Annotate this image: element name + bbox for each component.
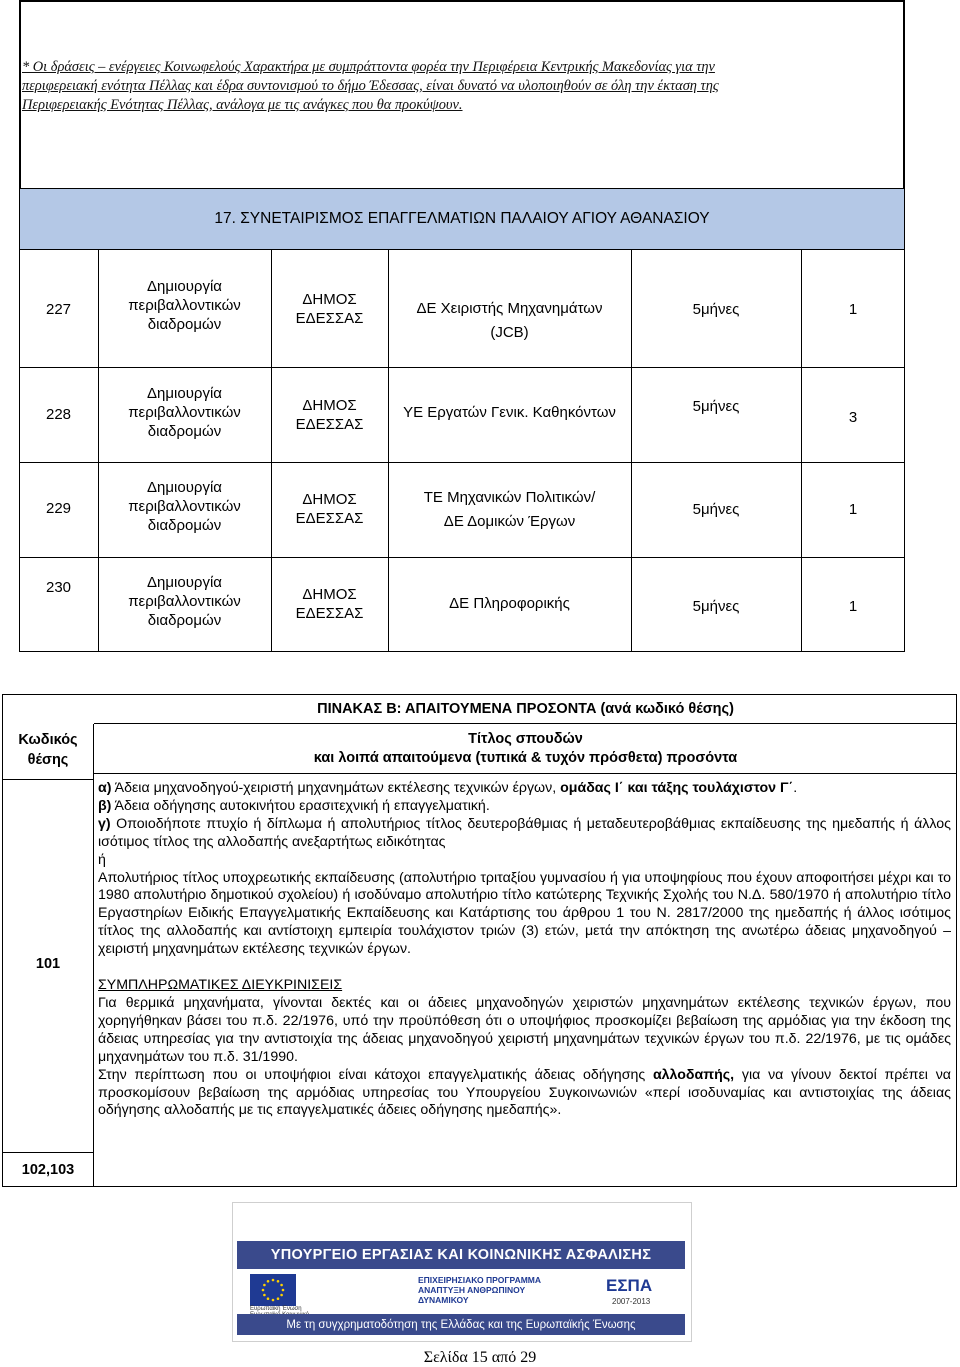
- programme-line: ΑΝΑΠΤΥΞΗ ΑΝΘΡΩΠΙΝΟΥ ΔΥΝΑΜΙΚΟΥ: [418, 1285, 526, 1305]
- place-line: ΕΔΕΣΣΑΣ: [295, 510, 364, 527]
- programme-label: [418, 1275, 568, 1305]
- specialty-line: ΔΕ Πληροφορικής: [449, 595, 570, 612]
- duration-cell: 5μήνες: [692, 398, 740, 415]
- subheader-line: Τίτλος σπουδών: [468, 731, 583, 747]
- duration-cell: 5μήνες: [692, 301, 740, 318]
- action-cell: [98, 573, 271, 630]
- place-line: ΔΗΜΟΣ: [302, 491, 357, 508]
- specialty-cell: [388, 486, 631, 534]
- row-divider: [19, 462, 905, 463]
- alpha-bold: ομάδας Ι΄ και τάξης τουλάχιστον Γ΄: [560, 780, 794, 796]
- espa-label: ΕΣΠΑ: [606, 1276, 653, 1295]
- specialty-line: (JCB): [490, 324, 529, 341]
- page-number: Σελίδα 15 από 29: [423, 1349, 537, 1366]
- place-line: ΔΗΜΟΣ: [302, 586, 357, 603]
- or-line: ή: [98, 851, 106, 868]
- supplementary-para-2: [98, 1067, 951, 1121]
- supp2-text-a: Στην περίπτωση που οι υποψήφιοι είναι κάτοχοι επαγγελματικής άδειας οδήγησης: [98, 1066, 653, 1083]
- supplementary-title: ΣΥΜΠΛΗΡΩΜΑΤΙΚΕΣ ΔΙΕΥΚΡΙΝΙΣΕΙΣ: [98, 977, 343, 994]
- note-line-1: * Οι δράσεις – ενέργειες Κοινωφελούς Χαρακτήρα με συμπράττοντα φορέα την Περιφέρεια Κεντρικής Μακεδονίας για την: [22, 59, 715, 75]
- alpha-label: α): [98, 780, 112, 796]
- duration-cell: 5μήνες: [692, 598, 740, 615]
- action-cell: [98, 478, 271, 535]
- place-cell: [271, 490, 388, 528]
- code-header-line: θέσης: [27, 752, 69, 768]
- code-cell: 229: [45, 500, 72, 517]
- action-line: περιβαλλοντικών: [128, 297, 241, 314]
- action-line: Δημιουργία: [147, 479, 222, 496]
- place-line: ΕΔΕΣΣΑΣ: [295, 310, 364, 327]
- qualification-alpha: [98, 780, 951, 798]
- specialty-line: ΤΕ Μηχανικών Πολιτικών/: [423, 489, 596, 506]
- cofunding-banner: Με τη συγχρηματοδότηση της Ελλάδας και της Ευρωπαϊκής Ένωσης: [237, 1314, 685, 1335]
- action-line: διαδρομών: [147, 423, 222, 440]
- place-line: ΕΔΕΣΣΑΣ: [295, 605, 364, 622]
- action-line: περιβαλλοντικών: [128, 404, 241, 421]
- place-line: ΔΗΜΟΣ: [302, 291, 357, 308]
- qualification-gamma: [98, 816, 951, 852]
- action-line: Δημιουργία: [147, 278, 222, 295]
- supplementary-para-1: Για θερμικά μηχανήματα, γίνονται δεκτές και οι άδειες μηχανοδηγών χειριστών μηχανημάτων εκτέλεσης τεχνικών έργων, που χορηγήθηκαν βάσει του π.δ. 22/1976, υπό την προϋπόθεση ότι ο υποψήφιος προσκομίζει βεβαίωση της αρμόδιας για την έκδοση της άδειας υπηρεσίας για την αντιστοιχία της άδειας μηχανοδηγού χειριστή μηχανημάτων τεχνικών έργων του π.δ. 22/1976, με τις ομάδες μηχανημάτων του π.δ. 31/1990.: [98, 994, 951, 1065]
- qualification-beta: [98, 798, 951, 816]
- section17-title: 17. ΣΥΝΕΤΑΙΡΙΣΜΟΣ ΕΠΑΓΓΕΛΜΑΤΙΩΝ ΠΑΛΑΙΟΥ ΑΓΙΟΥ ΑΘΑΝΑΣΙΟΥ: [19, 188, 905, 250]
- row-divider: [2, 779, 94, 780]
- subheader-line: και λοιπά απαιτούμενα (τυπικά & τυχόν πρόσθετα) προσόντα: [313, 750, 738, 766]
- code-102-103: 102,103: [21, 1162, 75, 1178]
- action-cell: [98, 384, 271, 441]
- alpha-text: Άδεια μηχανοδηγού-χειριστή μηχανημάτων εκτέλεσης τεχνικών έργων,: [111, 780, 561, 796]
- row-divider: [2, 1152, 94, 1153]
- action-line: διαδρομών: [147, 612, 222, 629]
- action-line: περιβαλλοντικών: [128, 593, 241, 610]
- specialty-line: ΔΕ Χειριστής Μηχανημάτων: [416, 300, 603, 317]
- code-header: [2, 724, 94, 770]
- note-text: [22, 58, 902, 115]
- place-line: ΔΗΜΟΣ: [302, 397, 357, 414]
- count-cell: 1: [848, 598, 858, 615]
- place-cell: [271, 396, 388, 434]
- espa-years: 2007-2013: [612, 1297, 651, 1306]
- count-cell: 1: [848, 501, 858, 518]
- action-cell: [98, 277, 271, 334]
- specialty-cell: [388, 594, 631, 613]
- eu-caption: Ευρωπαϊκή Ένωση: [250, 1306, 302, 1312]
- action-line: περιβαλλοντικών: [128, 498, 241, 515]
- row-divider: [19, 557, 905, 558]
- beta-label: β): [98, 797, 112, 814]
- programme-line: ΕΠΙΧΕΙΡΗΣΙΑΚΟ ΠΡΟΓΡΑΜΜΑ: [418, 1275, 542, 1285]
- supp2-bold: αλλοδαπής,: [652, 1066, 735, 1083]
- specialty-cell: [388, 403, 631, 422]
- note-line-2: περιφερειακή ενότητα Πέλλας και έδρα συντονισμού το δήμο Έδεσσας, είναι δυνατό να υλοποιηθούν σε όλη την έκταση της: [22, 78, 719, 94]
- supp2-text-c: για να γίνουν δεκτοί πρέπει να προσκομίσουν βεβαίωση της αρμόδιας υπηρεσίας του Υπουργείου Συγκοινωνιών «περί ισοδυναμίας και αντιστοιχίας της άδειας οδήγησης αλλοδαπής με τις επαγγελματικές άδειες οδήγησης ημεδαπής».: [98, 1066, 951, 1119]
- specialty-line: ΔΕ Δομικών Έργων: [443, 513, 576, 530]
- qualifications-text: [98, 780, 951, 1120]
- note-line-3: Περιφερειακής Ενότητας Πέλλας, ανάλογα με τις ανάγκες που θα προκύψουν.: [22, 97, 463, 113]
- action-line: διαδρομών: [147, 517, 222, 534]
- gamma-label: γ): [98, 815, 111, 832]
- code-header-line: Κωδικός: [18, 732, 78, 748]
- eu-flag-icon: [250, 1274, 296, 1306]
- place-cell: [271, 290, 388, 328]
- place-line: ΕΔΕΣΣΑΣ: [295, 416, 364, 433]
- action-line: Δημιουργία: [147, 574, 222, 591]
- table-b-subheader: [94, 724, 957, 774]
- action-line: διαδρομών: [147, 316, 222, 333]
- action-line: Δημιουργία: [147, 385, 222, 402]
- count-cell: 3: [848, 409, 858, 426]
- duration-cell: 5μήνες: [692, 501, 740, 518]
- qualification-apolytirio: Απολυτήριος τίτλος υποχρεωτικής εκπαίδευσης (απολυτήριο τριταξίου γυμνασίου ή για υποψηφίους που έχουν αποφοιτήσει μέχρι και το 1980 απολυτήριο δημοτικού σχολείου) ή ισοδύναμο απολυτήριο τίτλο κατώτερης Τεχνικής Σχολής του Ν.Δ. 580/1970 ή απολυτήριο τίτλο Εργαστηρίων Ειδικής Επαγγελματικής Εκπαίδευσης και Κατάρτισης του άρθρου 1 του Ν. 2817/2000 της ημεδαπής ή άλλος ισότιμος τίτλος της αλλοδαπής και αντίστοιχη εμπειρία τουλάχιστον τριών (3) ετών, μετά την απόκτηση της ανωτέρω άδειας μηχανοδηγού –χειριστή μηχανημάτων εκτέλεσης τεχνικών έργων.: [98, 869, 951, 958]
- count-cell: 1: [848, 301, 858, 318]
- code-101: 101: [35, 956, 61, 972]
- code-cell: 230: [45, 579, 72, 596]
- alpha-end: .: [793, 780, 798, 796]
- table-b-title: ΠΙΝΑΚΑΣ Β: ΑΠΑΙΤΟΥΜΕΝΑ ΠΡΟΣΟΝΤΑ (ανά κωδικό θέσης): [94, 694, 957, 724]
- code-cell: 228: [45, 406, 72, 423]
- specialty-line: ΥΕ Εργατών Γενικ. Καθηκόντων: [403, 404, 616, 421]
- place-cell: [271, 585, 388, 623]
- ministry-banner: ΥΠΟΥΡΓΕΙΟ ΕΡΓΑΣΙΑΣ ΚΑΙ ΚΟΙΝΩΝΙΚΗΣ ΑΣΦΑΛΙΣΗΣ: [237, 1241, 685, 1269]
- beta-text: Άδεια οδήγησης αυτοκινήτου ερασιτεχνική ή επαγγελματική.: [111, 797, 490, 814]
- row-divider: [19, 367, 905, 368]
- specialty-cell: [388, 297, 631, 345]
- gamma-text: Οποιοδήποτε πτυχίο ή δίπλωμα ή απολυτήριος τίτλος δευτεροβάθμιας ή μεταδευτεροβάθμιας εκπαίδευσης της ημεδαπής ή άλλος ισότιμος τίτλος της αλλοδαπής ανεξαρτήτως ειδικότητας: [98, 815, 951, 850]
- code-cell: 227: [45, 301, 72, 318]
